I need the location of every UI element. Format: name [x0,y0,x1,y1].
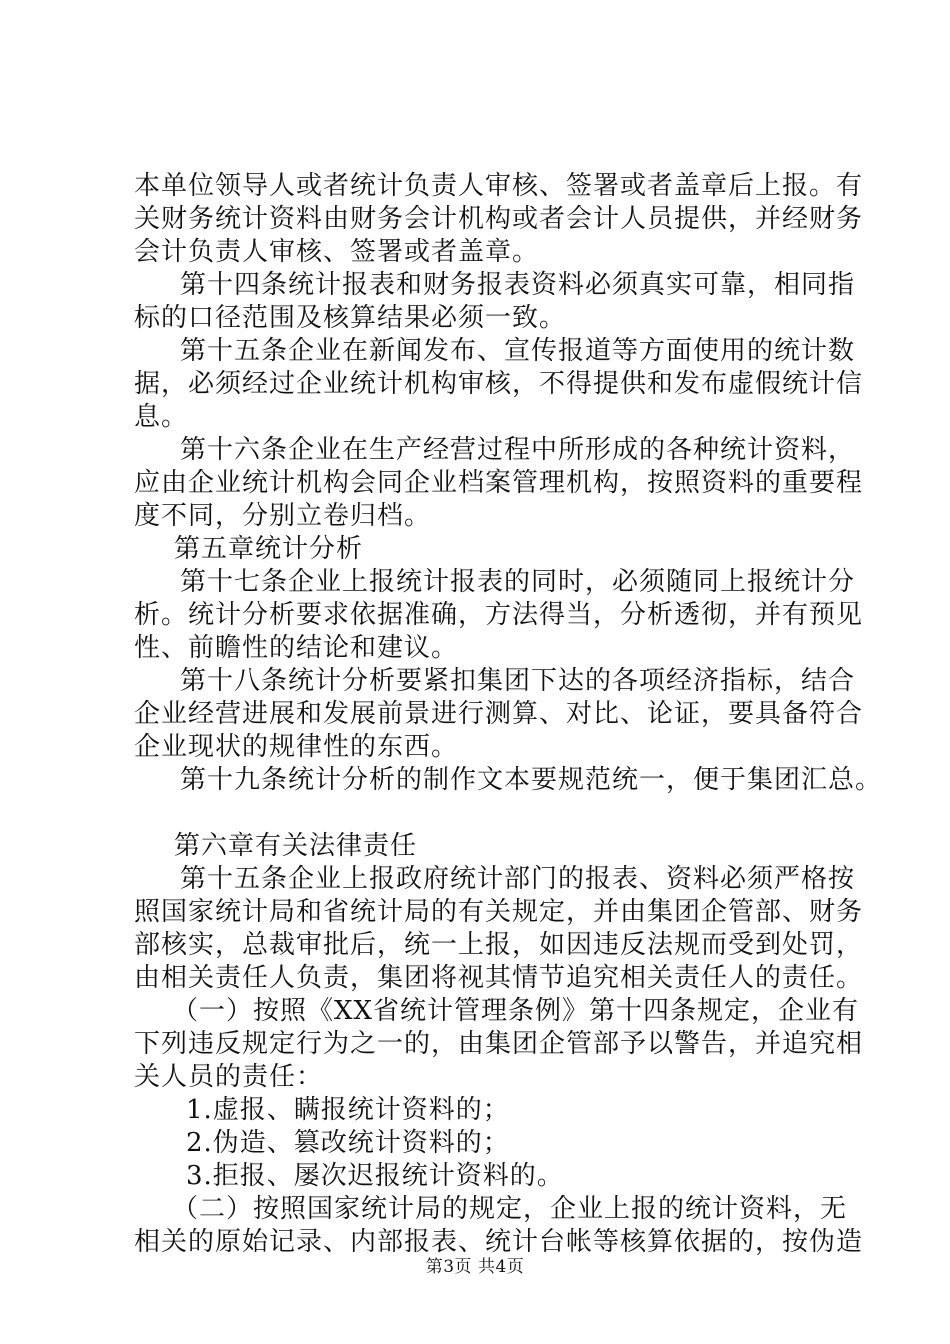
text-line: 下列违反规定行为之一的，由集团企管部予以警告，并追究相 [134,1029,864,1059]
text-line: 标的口径范围及核算结果必须一致。 [134,303,567,333]
chapter-5-heading: 第五章统计分析 [174,534,364,564]
text-line: 本单位领导人或者统计负责人审核、签署或者盖章后上报。有 [134,171,864,201]
article-19-line: 第十九条统计分析的制作文本要规范统一，便于集团汇总。 [180,765,883,795]
text-line: 度不同，分别立卷归档。 [134,501,432,531]
article-18-line: 第十八条统计分析要紧扣集团下达的各项经济指标，结合 [180,666,856,696]
text-line: 息。 [134,402,189,432]
clause-1-line: （一）按照《XX省统计管理条例》第十四条规定，企业有 [172,996,860,1026]
page-number-footer: 第3页 共4页 [425,1257,525,1277]
text-line: 照国家统计局和省统计局的有关规定，并由集团企管部、财务 [134,897,864,927]
text-line: 关人员的责任： [134,1062,324,1092]
text-line: 企业现状的规律性的东西。 [134,732,459,762]
text-line: 析。统计分析要求依据准确，方法得当，分析透彻，并有预见 [134,600,864,630]
text-line: 据，必须经过企业统计机构审核，不得提供和发布虚假统计信 [134,369,864,399]
paragraph-gap [134,797,834,830]
text-line: 企业经营进展和发展前景进行测算、对比、论证，要具备符合 [134,699,864,729]
article-15b-line: 第十五条企业上报政府统计部门的报表、资料必须严格按 [180,864,856,894]
article-16-line: 第十六条企业在生产经营过程中所形成的各种统计资料， [180,435,856,465]
text-line: 关财务统计资料由财务会计机构或者会计人员提供，并经财务 [134,204,864,234]
list-item-3: 3.拒报、屡次迟报统计资料的。 [186,1161,564,1191]
article-15-line: 第十五条企业在新闻发布、宣传报道等方面使用的统计数 [180,336,856,366]
article-14-line: 第十四条统计报表和财务报表资料必须真实可靠，相同指 [180,270,856,300]
text-line: 性、前瞻性的结论和建议。 [134,633,459,663]
clause-2-line: （二）按照国家统计局的规定，企业上报的统计资料，无 [172,1194,848,1224]
text-line: 相关的原始记录、内部报表、统计台帐等核算依据的，按伪造 [134,1227,864,1257]
article-17-line: 第十七条企业上报统计报表的同时，必须随同上报统计分 [180,567,856,597]
text-line: 部核实，总裁审批后，统一上报，如因违反法规而受到处罚， [134,930,864,960]
list-item-2: 2.伪造、篡改统计资料的； [186,1128,510,1158]
text-line: 会计负责人审核、签署或者盖章。 [134,237,540,267]
chapter-6-heading: 第六章有关法律责任 [174,831,418,861]
text-line: 由相关责任人负责，集团将视其情节追究相关责任人的责任。 [134,963,864,993]
list-item-1: 1.虚报、瞒报统计资料的； [186,1095,510,1125]
document-body [134,170,883,1259]
text-line: 应由企业统计机构会同企业档案管理机构，按照资料的重要程 [134,468,864,498]
